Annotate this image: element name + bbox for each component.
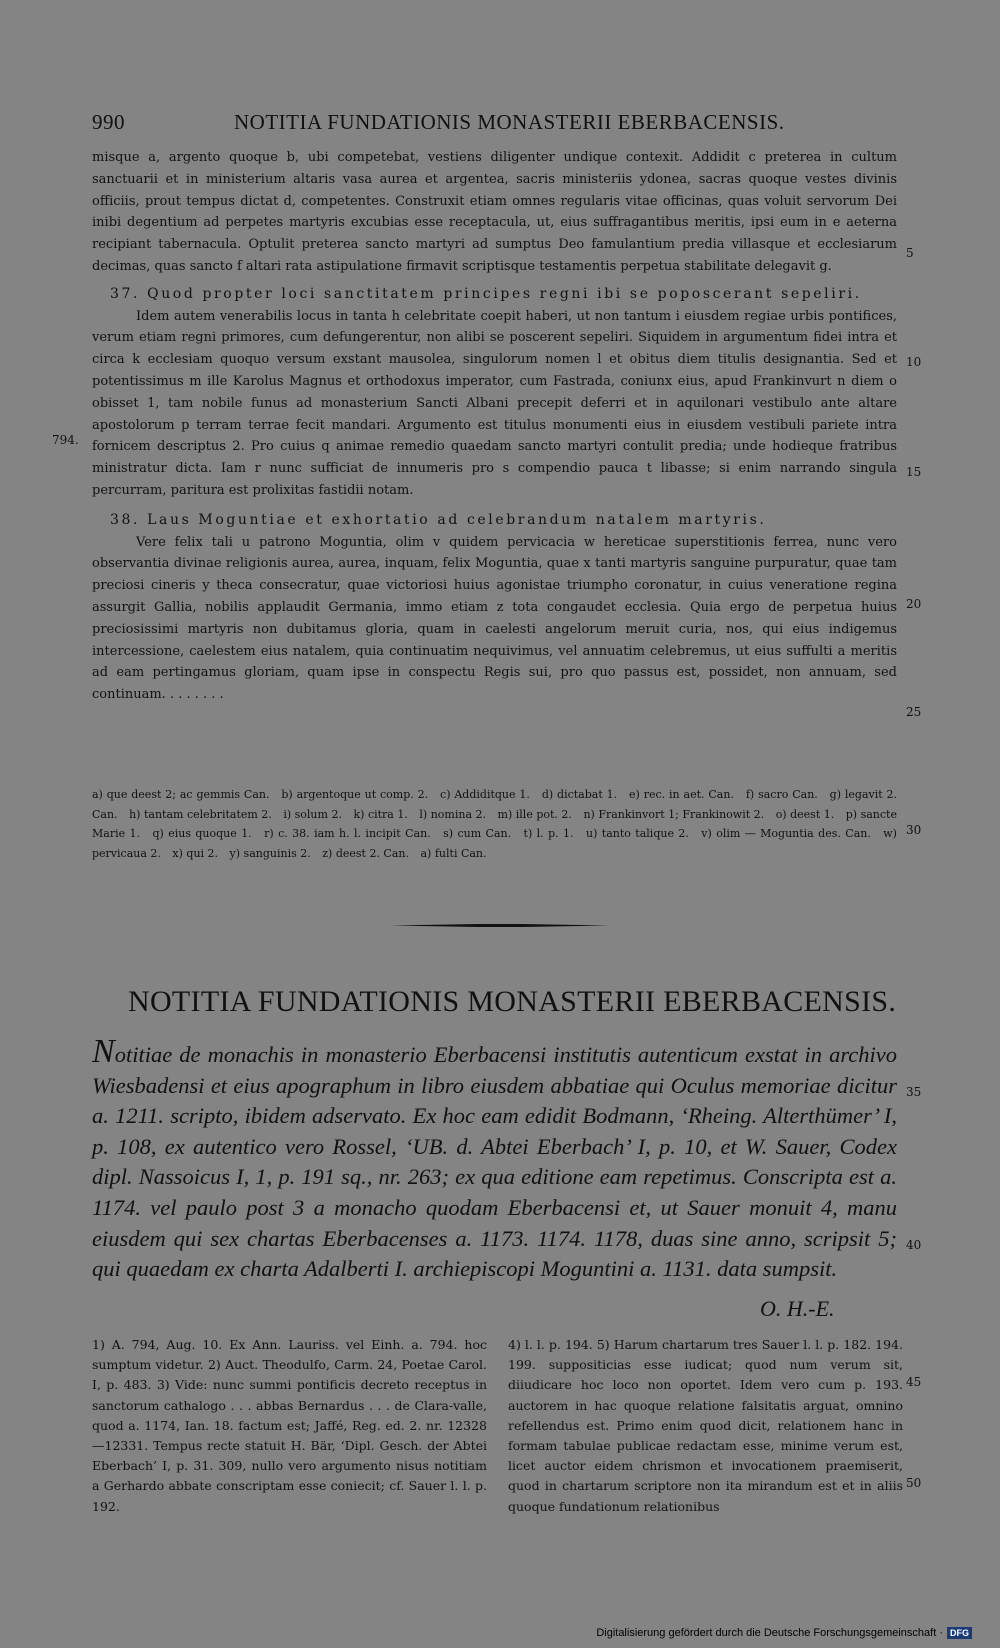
- notes-right-column: [508, 1335, 903, 1517]
- section-38-heading: 38. Laus Moguntiae et exhortatio ad celebrandum natalem martyris.: [110, 511, 767, 528]
- footnote: p) sancte Marie 1.: [92, 807, 897, 840]
- line-number: 5: [906, 246, 914, 260]
- note-text: 4) l. l. p. 194. 5) Harum chartarum tres Sauer l. l. p. 182. 194. 199. suppositicias esse iudicat; quod num verum sit, diiudicare hoc loco non oportet. Idem vero cum p. 193. auctorem in hac quoque relatione falsitatis arguat, omnino refellendus est. Primo enim quod dicit, relationem hanc in formam tabulae publicae redactam esse, minime verum est, licet auctor eidem chrismon et invocationem praemiserit, quod in chartarum scriptore non ita mirandum est et in aliis quoque fundationum relationibus: [508, 1337, 903, 1514]
- line-number: 50: [906, 1476, 922, 1490]
- note-text: 1) A. 794, Aug. 10. Ex Ann. Lauriss. vel Einh. a. 794. hoc sumptum videtur. 2) Auct. Theodulfo, Carm. 24, Poetae Carol. I, p. 483. 3) Vide: nunc summi pontificis decreto receptus in sanctorum cathalogo . . . abbas Bernardus . . . de Clara-valle, quod a. 1174, Ian. 18. factum est; Jaffé, Reg. ed. 2. nr. 12328—12331. Tempus recte statuit H. Bär, ‘Dipl. Gesch. der Abtei Eberbach’ I, p. 31. 309, nullo vero argumento nisus notitiam a Gerhardo abbate conscriptam esse coniecit; cf. Sauer l. l. p. 192.: [92, 1337, 487, 1514]
- paragraph-top: misque a, argento quoque b, ubi competebat, vestiens diligenter undique contexit. Addidit c preterea in cultum sanctuarii et in ministerium altaris vasa aurea et argentea, sacris ministeriis ydonea, sacras quoque vestes divinis officiis, prout tempus dictat d, competentes. Construxit etiam omnes regularis vitae officinas, quas voluit servorum Dei inibi degentium ad perpetes martyris excubias esse receptacula, ut, eius suffragantibus meritis, ipsi eum in e aeterna recipiant tabernacula. Optulit preterea sancto martyri ad sumptus Deo famulantium predia villasque et ecclesiarum decimas, quas sancto f altari rata astipulatione firmavit scriptisque testamentis perpetua stabilitate delegavit g.: [92, 150, 897, 274]
- line-number: 15: [906, 465, 922, 479]
- editor-signature: O. H.-E.: [760, 1296, 835, 1321]
- footnote: q) eius quoque 1.: [152, 827, 252, 840]
- footnotes: [92, 785, 897, 863]
- footnote: v) olim — Moguntia des. Can.: [701, 827, 871, 840]
- margin-year: 794.: [52, 433, 79, 447]
- footnote: d) dictabat 1.: [541, 788, 618, 801]
- section-37-text: Idem autem venerabilis locus in tanta h celebritate coepit haberi, ut non tantum i eiusdem regiae urbis pontifices, verum etiam regni primores, cum defungerentur, non alibi se poscerent sepeliri. Siquidem in argumentum fidei intra et circa k ecclesiam quoquo versum exstant mausolea, singulorum nomen l et obitus diem titulis designantia. Sed et potentissimus m ille Karolus Magnus et orthodoxus imperator, cum Fastrada, coniunx eius, apud Frankinvurt n diem o obisset 1, tam nobile funus ad monasterium Sancti Albani precepit deferri et in aquilonari vestibulo ante altare apostolorum p terram terrae fecit mandari. Argumento est titulus monumenti eius in eiusdem vestibuli pariete intra fornicem descriptus 2. Pro cuius q animae remedio quaedam sancto martyri contulit predia; unde hodieque fratribus ministratur dicta. Iam r nunc sufficiat de innumeris pro s compendio pauca t libasse; si enim narrando singula percurram, paritura est prolixitas fastidii notam.: [92, 308, 897, 498]
- footnote: a) fulti Can.: [420, 846, 487, 860]
- line-number: 45: [906, 1375, 922, 1389]
- footnote: g) legavit 2. Can.: [92, 788, 898, 821]
- line-number: 40: [906, 1238, 922, 1252]
- footnote: m) ille pot. 2.: [497, 807, 572, 821]
- line-number: 20: [906, 597, 922, 611]
- running-title: NOTITIA FUNDATIONIS MONASTERII EBERBACENSIS.: [234, 110, 785, 134]
- main-body: [92, 147, 897, 706]
- footnote: x) qui 2.: [172, 846, 219, 860]
- footnote: f) sacro Can.: [745, 788, 818, 801]
- notes-left-column: [92, 1335, 487, 1517]
- editorial-introduction: [92, 1033, 897, 1285]
- dfg-logo: DFG: [947, 1627, 972, 1639]
- page-number: 990: [92, 110, 125, 134]
- credit-text: Digitalisierung gefördert durch die Deutsche Forschungsgemeinschaft ·: [596, 1627, 943, 1639]
- footnote: o) deest 1.: [775, 807, 835, 821]
- line-number: 10: [906, 355, 922, 369]
- ornamental-rule: [390, 924, 610, 927]
- footnote: y) sanguinis 2.: [229, 846, 311, 860]
- line-number: 25: [906, 705, 922, 719]
- footnote: b) argentoque ut comp. 2.: [281, 788, 429, 801]
- footnote: c) Addiditque 1.: [440, 788, 530, 801]
- footnote: z) deest 2. Can.: [322, 846, 409, 860]
- section-38-text: Vere felix tali u patrono Moguntia, olim v quidem pervicacia w hereticae superstitionis ferrea, nunc vero observantia divinae religionis aurea, aurea, inquam, felix Moguntia, quae x tanti martyris sanguine purpuratur, quae tam preciosi cineris y theca consecratur, quae victoriosi huius agonistae triumpho coronatur, in cuius veneratione regina assurgit Gallia, nobilis applaudit Germania, immo etiam z tota congaudet ecclesia. Quia ergo de perpetua huius preciosissimi martyris non dubitamus gloria, quam in caelesti angelorum meruit curia, nos, qui eius indigemus intercessione, caelestem eius natalem, quia continuatim nequivimus, vel annuatim celebremus, ut eius suffulti a meritis ad eam pertingamus gloriam, quam ipse in conspectu Regis sui, pro quo passus est, possidet, non annuam, sed continuam. . . . . . . .: [92, 534, 897, 703]
- footnote: a) que deest 2; ac gemmis Can.: [92, 788, 270, 801]
- footnote: h) tantam celebritatem 2.: [129, 807, 272, 821]
- footnote: n) Frankinvort 1; Frankinowit 2.: [583, 807, 765, 821]
- footnote: k) citra 1.: [353, 807, 408, 821]
- intro-text: otitiae de monachis in monasterio Eberbacensi institutis autenticum exstat in archivo Wiesbadensi et eius apographum in libro eiusdem abbatiae qui Oculus memoriae dicitur a. 1211. scripto, ibidem adservato. Ex hoc eam edidit Bodmann, ‘Rheing. Alterthümer’ I, p. 108, ex autentico vero Rossel, ‘UB. d. Abtei Eberbach’ I, p. 10, et W. Sauer, Codex dipl. Nassoicus I, 1, p. 191 sq., nr. 263; ex qua editione eam repetimus. Conscripta est a. 1174. vel paulo post 3 a monacho quodam Eberbacensi et, ut Sauer monuit 4, manu eiusdem qui sex chartas Eberbacenses a. 1173. 1174. 1178, duas sine anno, scripsit 5; qui quaedam ex charta Adalberti I. archiepiscopi Moguntini a. 1131. data sumpsit.: [92, 1042, 897, 1282]
- document-title: NOTITIA FUNDATIONIS MONASTERII EBERBACENSIS.: [128, 985, 897, 1018]
- section-37-heading: 37. Quod propter loci sanctitatem principes regni ibi se poposcerant sepeliri.: [110, 285, 862, 302]
- footnote: t) l. p. 1.: [523, 827, 574, 840]
- line-number: 35: [906, 1085, 922, 1099]
- footnote: s) cum Can.: [443, 827, 512, 840]
- footnote: l) nomina 2.: [419, 807, 487, 821]
- footnote: w) pervicaua 2.: [92, 827, 897, 860]
- initial-letter: N: [92, 1033, 115, 1070]
- footnote: u) tanto talique 2.: [585, 827, 689, 840]
- line-number: 30: [906, 823, 922, 837]
- footnote: i) solum 2.: [283, 807, 342, 821]
- footnote: r) c. 38. iam h. l. incipit Can.: [264, 827, 431, 840]
- footnote: e) rec. in aet. Can.: [629, 788, 734, 801]
- digitization-credit: [596, 1627, 972, 1639]
